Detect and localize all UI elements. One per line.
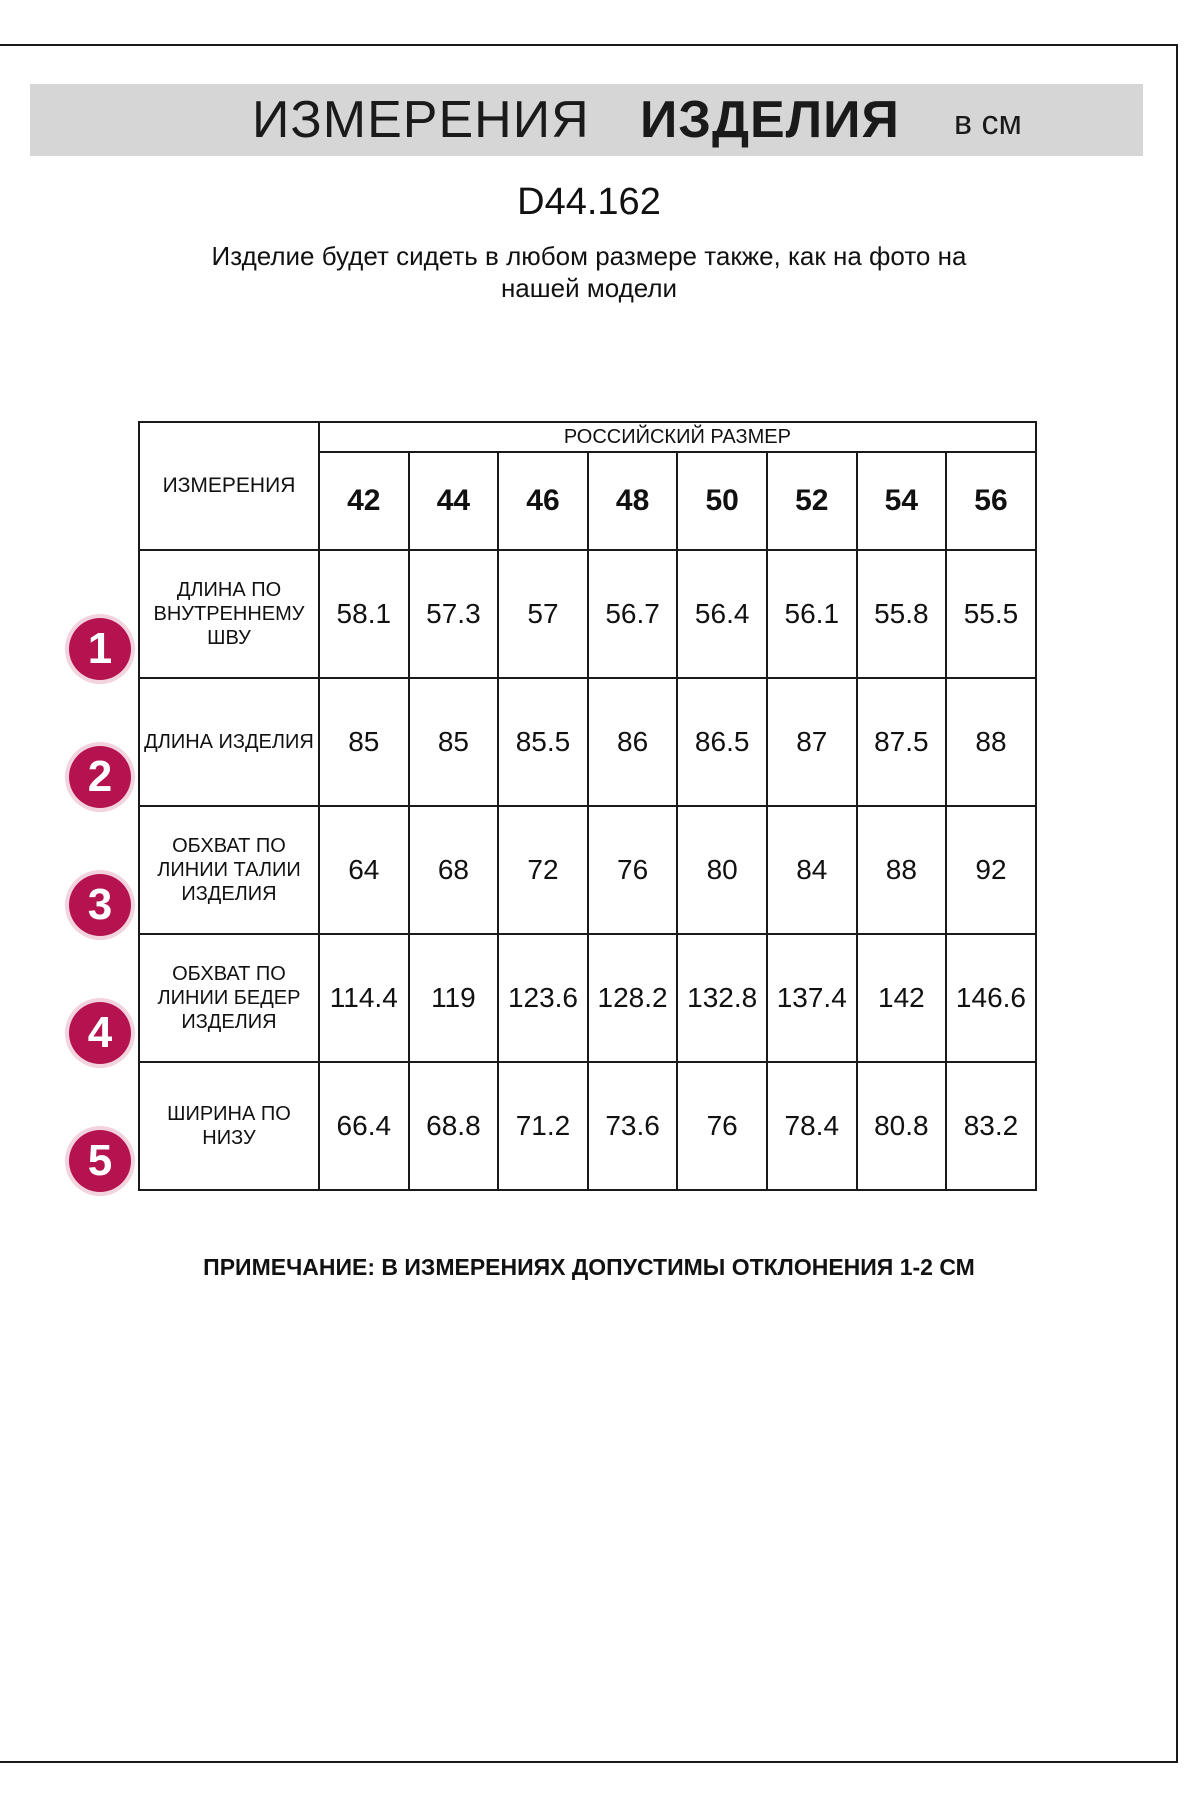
size-header: 56 (946, 452, 1036, 550)
table-cell: 85 (319, 678, 409, 806)
tolerance-note: ПРИМЕЧАНИЕ: В ИЗМЕРЕНИЯХ ДОПУСТИМЫ ОТКЛОНЕНИЯ 1-2 СМ (203, 1254, 975, 1280)
row-number-badge: 5 (69, 1130, 131, 1192)
table-cell: 83.2 (946, 1062, 1036, 1190)
table-cell: 132.8 (677, 934, 767, 1062)
table-row-waist (139, 806, 1036, 934)
size-header: 54 (857, 452, 947, 550)
table-cell: 58.1 (319, 550, 409, 678)
size-table (138, 421, 1037, 1191)
row-label: ШИРИНА ПО НИЗУ (139, 1062, 319, 1190)
table-cell: 56.7 (588, 550, 678, 678)
row-label: ОБХВАТ ПО ЛИНИИ ТАЛИИ ИЗДЕЛИЯ (139, 806, 319, 934)
table-row-length (139, 678, 1036, 806)
table-cell: 80 (677, 806, 767, 934)
fit-note-line-2: нашей модели (500, 273, 678, 303)
title-word-item: ИЗДЕЛИЯ (640, 91, 900, 149)
model-code: D44.162 (517, 181, 661, 223)
table-cell: 57.3 (409, 550, 499, 678)
table-cell: 142 (857, 934, 947, 1062)
row-number-badge: 4 (69, 1002, 131, 1064)
table-cell: 72 (498, 806, 588, 934)
size-header: 44 (409, 452, 499, 550)
table-cell: 76 (677, 1062, 767, 1190)
table-cell: 137.4 (767, 934, 857, 1062)
table-cell: 85.5 (498, 678, 588, 806)
russian-size-header: РОССИЙСКИЙ РАЗМЕР (319, 422, 1036, 452)
table-cell: 76 (588, 806, 678, 934)
table-cell: 92 (946, 806, 1036, 934)
table-cell: 73.6 (588, 1062, 678, 1190)
table-cell: 88 (857, 806, 947, 934)
table-cell: 128.2 (588, 934, 678, 1062)
table-cell: 86 (588, 678, 678, 806)
table-cell: 85 (409, 678, 499, 806)
title-word-measurements: ИЗМЕРЕНИЯ (252, 91, 590, 149)
table-cell: 88 (946, 678, 1036, 806)
table-cell: 114.4 (319, 934, 409, 1062)
row-number-badge: 3 (69, 874, 131, 936)
measure-column-header: ИЗМЕРЕНИЯ (139, 422, 319, 550)
row-label: ДЛИНА ПО ВНУТРЕННЕМУ ШВУ (139, 550, 319, 678)
title-unit: в см (954, 104, 1022, 142)
row-number-badge: 2 (69, 746, 131, 808)
table-row-hem-width (139, 1062, 1036, 1190)
table-cell: 146.6 (946, 934, 1036, 1062)
table-cell: 56.4 (677, 550, 767, 678)
table-cell: 68 (409, 806, 499, 934)
row-label: ДЛИНА ИЗДЕЛИЯ (139, 678, 319, 806)
row-number-badge: 1 (69, 618, 131, 680)
table-cell: 56.1 (767, 550, 857, 678)
table-cell: 86.5 (677, 678, 767, 806)
table-cell: 64 (319, 806, 409, 934)
table-cell: 84 (767, 806, 857, 934)
table-cell: 78.4 (767, 1062, 857, 1190)
table-cell: 87 (767, 678, 857, 806)
table-cell: 68.8 (409, 1062, 499, 1190)
size-header: 46 (498, 452, 588, 550)
row-label: ОБХВАТ ПО ЛИНИИ БЕДЕР ИЗДЕЛИЯ (139, 934, 319, 1062)
table-cell: 87.5 (857, 678, 947, 806)
size-header: 52 (767, 452, 857, 550)
table-cell: 71.2 (498, 1062, 588, 1190)
size-header: 42 (319, 452, 409, 550)
size-header: 50 (677, 452, 767, 550)
fit-note-line-1: Изделие будет сидеть в любом размере также, как на фото на (211, 241, 967, 271)
table-cell: 80.8 (857, 1062, 947, 1190)
table-cell: 123.6 (498, 934, 588, 1062)
table-cell: 119 (409, 934, 499, 1062)
table-cell: 55.5 (946, 550, 1036, 678)
table-cell: 66.4 (319, 1062, 409, 1190)
table-row-hips (139, 934, 1036, 1062)
table-cell: 57 (498, 550, 588, 678)
table-row-inseam (139, 550, 1036, 678)
table-cell: 55.8 (857, 550, 947, 678)
size-header: 48 (588, 452, 678, 550)
